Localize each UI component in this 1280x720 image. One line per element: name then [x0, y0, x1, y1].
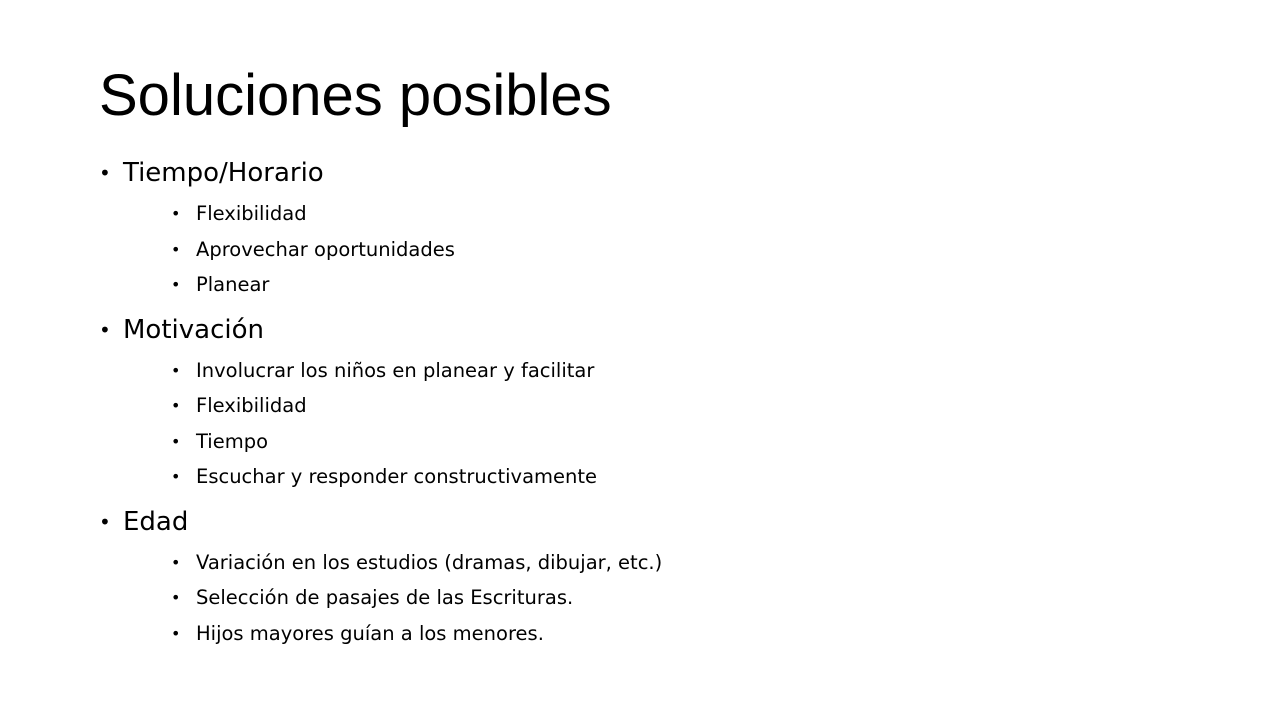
- slide-content: [99, 154, 1199, 651]
- list-item-text: Planear: [196, 273, 270, 296]
- list-item-text: Escuchar y responder constructivamente: [196, 465, 598, 488]
- sub-bullet-list: [123, 545, 1199, 652]
- bullet-icon: •: [171, 204, 181, 223]
- list-item-text: Involucrar los niños en planear y facilitar: [196, 358, 595, 382]
- list-item-text: Tiempo: [196, 429, 269, 453]
- list-item-text: Aprovechar oportunidades: [196, 237, 455, 261]
- list-item: [171, 616, 1199, 652]
- sub-bullet-list: [123, 353, 1199, 495]
- bullet-icon: •: [171, 239, 181, 259]
- bullet-list: [99, 154, 1199, 651]
- list-item: [171, 545, 1199, 581]
- bullet-icon: •: [171, 275, 181, 294]
- list-item-text: Hijos mayores guían a los menores.: [196, 621, 544, 645]
- bullet-icon: •: [171, 360, 181, 380]
- bullet-icon: •: [171, 431, 181, 451]
- bullet-icon: •: [99, 161, 111, 185]
- list-item: [171, 580, 1199, 616]
- bullet-icon: •: [171, 396, 181, 415]
- bullet-icon: •: [171, 623, 181, 643]
- list-item-text: Flexibilidad: [196, 202, 307, 225]
- bullet-icon: •: [171, 588, 181, 607]
- bullet-icon: •: [99, 509, 111, 534]
- section-label: Tiempo/Horario: [123, 158, 324, 188]
- bullet-icon: •: [171, 467, 181, 486]
- list-item: [171, 232, 1199, 268]
- bullet-icon: •: [171, 552, 181, 572]
- list-item: [171, 459, 1199, 495]
- list-item: [171, 196, 1199, 232]
- list-item-text: Variación en los estudios (dramas, dibujar, etc.): [196, 550, 663, 574]
- slide-title: Soluciones posibles: [99, 63, 612, 128]
- list-item: [171, 388, 1199, 424]
- sub-bullet-list: [123, 196, 1199, 303]
- list-item-text: Flexibilidad: [196, 394, 307, 417]
- list-item-text: Selección de pasajes de las Escrituras.: [196, 586, 574, 609]
- section-label: Motivación: [123, 314, 264, 345]
- section-label: Edad: [123, 506, 189, 537]
- section-edad: [99, 503, 1199, 652]
- list-item: [171, 353, 1199, 389]
- list-item: [171, 267, 1199, 303]
- section-motivacion: [99, 311, 1199, 495]
- section-tiempo-horario: [99, 154, 1199, 303]
- list-item: [171, 424, 1199, 460]
- bullet-icon: •: [99, 317, 111, 342]
